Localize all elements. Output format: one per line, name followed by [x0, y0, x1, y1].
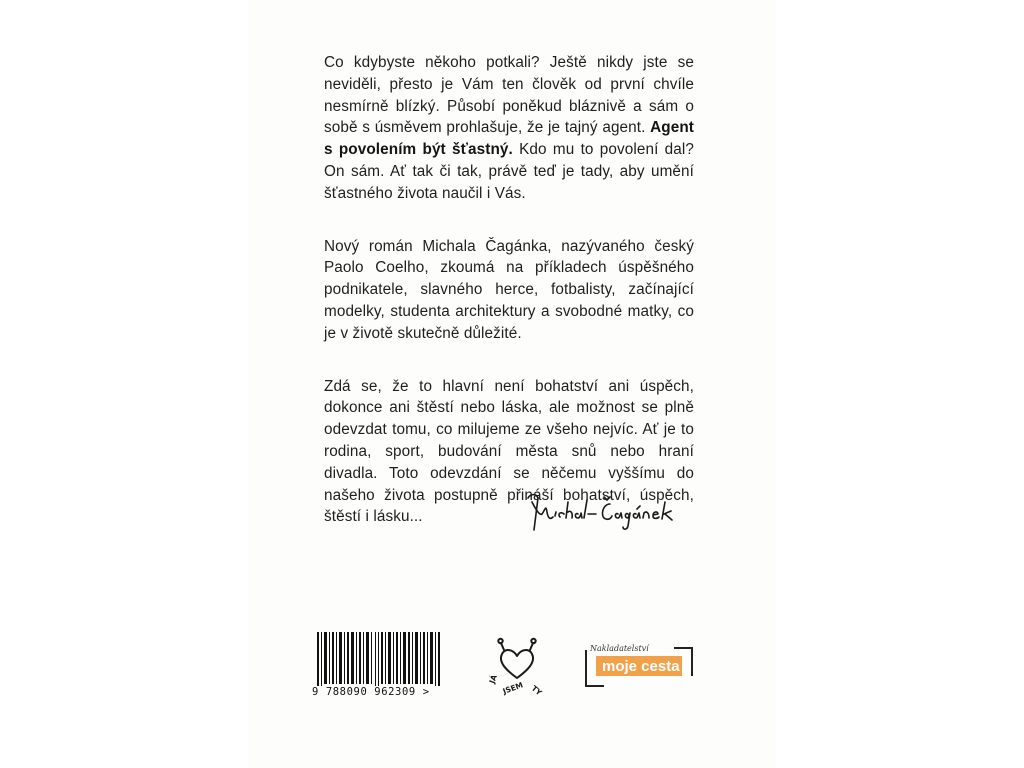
blurb-text [324, 52, 694, 559]
blurb-paragraph-2: Nový román Michala Čagánka, nazývaného český Paolo Coelho, zkoumá na příkladech úspěšného podnikatele, slavného herce, fotbalisty, začínající modelky, studenta architektury a svobodné matky, co je v životě skutečně důležité. [324, 237, 694, 342]
svg-text:Nakladatelství: Nakladatelství [590, 644, 649, 653]
blurb-paragraph-1-end: Kdo mu to povolení dal? On sám. Ať tak či tak, právě teď je tady, aby umění šťastného života naučil i Vás. [324, 141, 695, 202]
publisher-logo-lettering [578, 640, 698, 690]
heart-logo [482, 634, 552, 704]
svg-text:moje cesta: moje cesta [602, 658, 680, 675]
blurb-paragraph-3: Zdá se, že to hlavní není bohatství ani úspěch, dokonce ani štěstí nebo láska, ale možnost se plně odevzdat tomu, co milujeme ze všeho nejvíc. Ať je to rodina, sport, budování města snů nebo hraní divadla. Toto odevzdání se něčemu vyššímu do našeho života postupně přináší bohatství, úspěch, štěstí i lásku... [324, 377, 694, 526]
blurb-bold-title: Agent s povolením být šťastný. [324, 119, 694, 159]
isbn-number: 9 788090 962309 > [312, 686, 452, 698]
author-signature [520, 490, 680, 540]
publisher-logo [578, 640, 698, 690]
svg-text:JÁ: JÁ [487, 673, 499, 685]
blurb-paragraph-1 [324, 52, 694, 205]
blurb-paragraph-1-start: Co kdybyste někoho potkali? Ještě nikdy jste se neviděli, přesto je Vám ten člověk od první chvíle nesmírně blízký. Působí poněkud bláznivě a sám o sobě s úsměvem prohlašuje, že je tajný agent. [324, 54, 694, 137]
svg-text:TY: TY [529, 683, 544, 698]
svg-text:JSEM: JSEM [501, 680, 525, 696]
